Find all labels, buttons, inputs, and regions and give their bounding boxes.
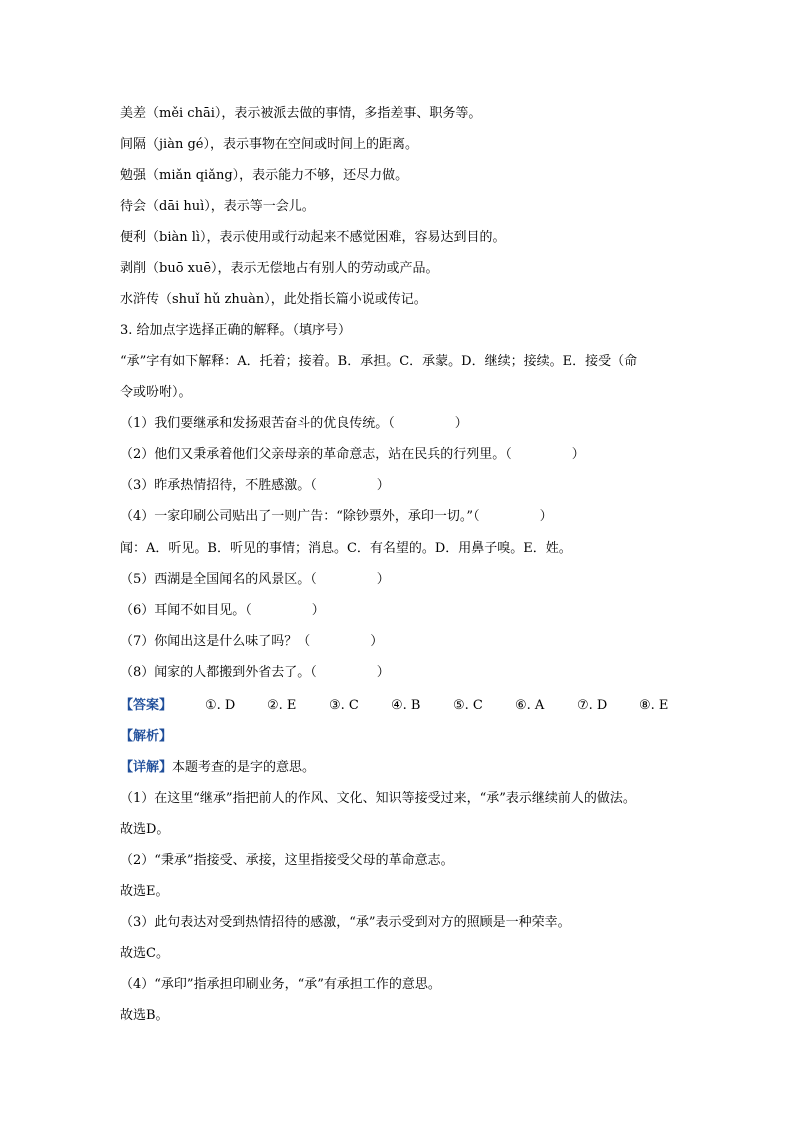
question-item-text: （3）昨承热情招待，不胜感激。（ <box>120 478 317 493</box>
analysis-paragraph-2: 故选D。 <box>120 822 170 837</box>
answer-item-8: ⑧. E <box>639 698 669 713</box>
detail-text: 本题考查的是字的意思。 <box>172 760 316 775</box>
analysis-detail <box>120 760 315 776</box>
bracket-close: ） <box>539 509 553 524</box>
analysis-paragraph-7: （4）“承印”指承担印刷业务，“承”有承担工作的意思。 <box>120 977 441 992</box>
bracket-close: ） <box>311 603 325 618</box>
wen-definition: 闻：A．听见。B．听见的事情；消息。C．有名望的。D．用鼻子嗅。E．姓。 <box>120 541 572 556</box>
bracket-close: ） <box>571 447 585 462</box>
question-item-text: （5）西湖是全国闻名的风景区。（ <box>120 572 317 587</box>
analysis-paragraph-5: （3）此句表达对受到热情招待的感激，“承”表示受到对方的照顾是一种荣幸。 <box>120 915 571 930</box>
bracket-close: ） <box>376 572 390 587</box>
answer-item-6: ⑥. A <box>515 698 545 713</box>
vocab-line-7: 水浒传（shuǐ hǔ zhuàn），此处指长篇小说或传记。 <box>120 292 427 307</box>
vocab-line-1: 美差（měi chāi），表示被派去做的事情，多指差事、职务等。 <box>120 106 482 121</box>
vocab-line-6: 剥削（buō xuē），表示无偿地占有别人的劳动或产品。 <box>120 261 439 276</box>
answer-item-2: ②. E <box>267 698 297 713</box>
question-item-8 <box>120 665 390 681</box>
analysis-paragraph-4: 故选E。 <box>120 884 169 899</box>
question-item-text: （7）你闻出这是什么味了吗？（ <box>120 634 311 649</box>
cheng-definition-line-2: 令或吩咐）。 <box>120 385 192 400</box>
bracket-close: ） <box>376 665 390 680</box>
question-item-text: （2）他们又秉承着他们父亲母亲的革命意志，站在民兵的行列里。（ <box>120 447 512 462</box>
answer-item-3: ③. C <box>329 698 359 713</box>
analysis-paragraph-6: 故选C。 <box>120 946 169 961</box>
analysis-paragraph-1: （1）在这里“继承”指把前人的作风、文化、知识等接受过来，“承”表示继续前人的做法。 <box>120 791 636 806</box>
question-item-2 <box>120 447 585 463</box>
vocab-line-2: 间隔（jiàn gé），表示事物在空间或时间上的距离。 <box>120 137 418 152</box>
analysis-paragraph-3: （2）“秉承”指接受、承接，这里指接受父母的革命意志。 <box>120 853 454 868</box>
bracket-close: ） <box>376 478 390 493</box>
question-item-text: （1）我们要继承和发扬艰苦奋斗的优良传统。（ <box>120 416 395 431</box>
answer-item-1: ①. D <box>205 698 236 713</box>
answer-item-4: ④. B <box>391 698 421 713</box>
question-item-text: （6）耳闻不如目见。（ <box>120 603 252 618</box>
question-item-1 <box>120 416 468 432</box>
question-item-3 <box>120 478 390 494</box>
answer-label: 【答案】 <box>120 698 173 713</box>
analysis-paragraph-8: 故选B。 <box>120 1008 169 1023</box>
question-item-5 <box>120 572 390 588</box>
bracket-close: ） <box>454 416 468 431</box>
question-title: 3. 给加点字选择正确的解释。（填序号） <box>120 323 352 338</box>
answer-item-7: ⑦. D <box>577 698 608 713</box>
answer-item-5: ⑤. C <box>453 698 483 713</box>
question-item-4 <box>120 509 553 525</box>
detail-label: 【详解】 <box>120 760 173 775</box>
analysis-label: 【解析】 <box>120 729 173 744</box>
answer-row <box>120 698 680 714</box>
question-item-6 <box>120 603 325 619</box>
vocab-line-5: 便利（biàn lì），表示使用或行动起来不感觉困难，容易达到目的。 <box>120 230 506 245</box>
vocab-line-3: 勉强（miǎn qiǎng），表示能力不够，还尽力做。 <box>120 168 409 183</box>
bracket-close: ） <box>370 634 384 649</box>
question-item-7 <box>120 634 383 650</box>
vocab-line-4: 待会（dāi huì），表示等一会儿。 <box>120 199 315 214</box>
question-item-text: （8）闻家的人都搬到外省去了。（ <box>120 665 317 680</box>
cheng-definition-line-1: “承”字有如下解释：A．托着；接着。B．承担。C．承蒙。D．继续；接续。E．接受（命 <box>120 354 638 369</box>
question-item-text: （4）一家印刷公司贴出了一则广告：“除钞票外，承印一切。”（ <box>120 509 480 524</box>
